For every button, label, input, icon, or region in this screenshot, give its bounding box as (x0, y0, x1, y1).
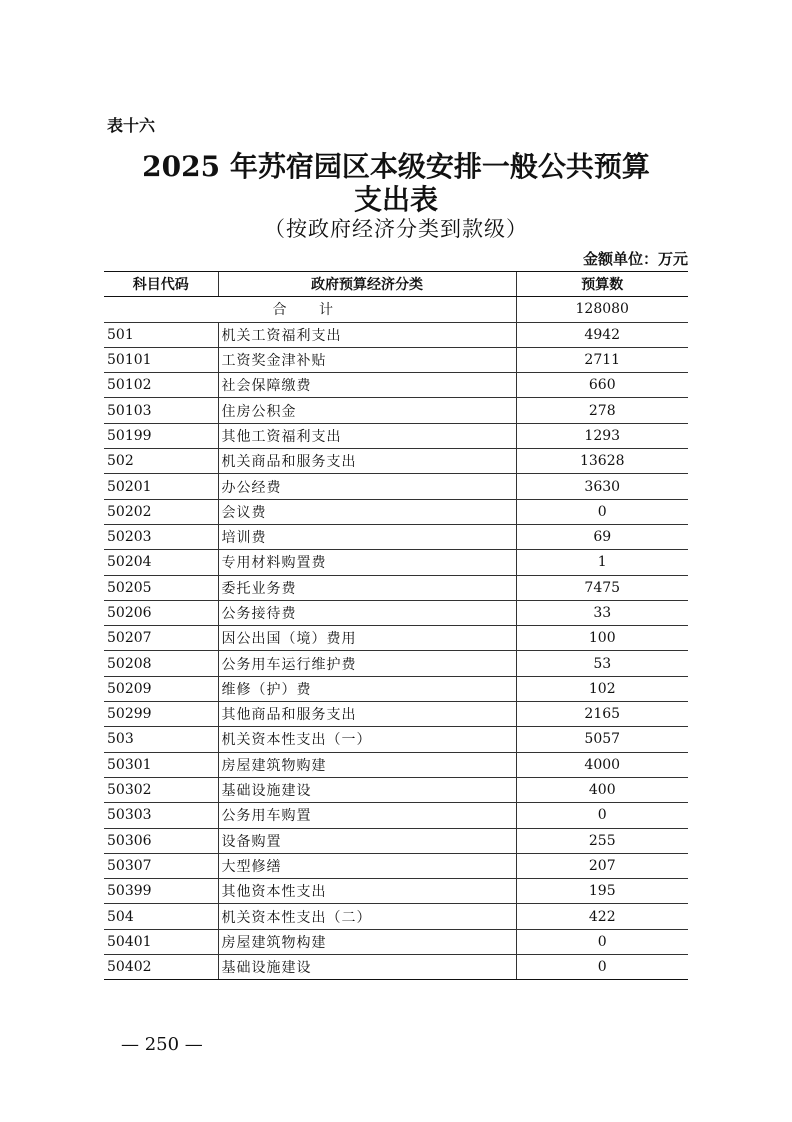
row-code: 50101 (104, 347, 218, 372)
row-category: 会议费 (218, 499, 516, 524)
page-title: 2025 年苏宿园区本级安排一般公共预算 (142, 150, 650, 183)
row-category: 其他商品和服务支出 (218, 702, 516, 727)
row-category: 因公出国（境）费用 (218, 626, 516, 651)
table-row (104, 853, 688, 878)
table-row (104, 347, 688, 372)
row-amount: 3630 (516, 474, 688, 499)
table-row (104, 676, 688, 701)
row-code: 50209 (104, 676, 218, 701)
table-header-row (104, 272, 688, 297)
total-row (104, 297, 688, 322)
row-code: 50306 (104, 828, 218, 853)
row-amount: 100 (516, 626, 688, 651)
page-title-line2: 支出表 (353, 183, 438, 216)
row-amount: 195 (516, 879, 688, 904)
row-amount: 1 (516, 550, 688, 575)
row-amount: 69 (516, 524, 688, 549)
row-code: 50401 (104, 929, 218, 954)
row-code: 50102 (104, 373, 218, 398)
row-code: 50299 (104, 702, 218, 727)
row-code: 50399 (104, 879, 218, 904)
total-label: 合 计 (104, 297, 516, 322)
row-category: 机关资本性支出（二） (218, 904, 516, 929)
row-code: 503 (104, 727, 218, 752)
row-category: 公务用车购置 (218, 803, 516, 828)
row-amount: 53 (516, 651, 688, 676)
amount-unit-label: 金额单位：万元 (582, 250, 688, 268)
table-row (104, 727, 688, 752)
row-category: 社会保障缴费 (218, 373, 516, 398)
table-row (104, 600, 688, 625)
row-amount: 4000 (516, 752, 688, 777)
row-amount: 2165 (516, 702, 688, 727)
row-amount: 0 (516, 803, 688, 828)
row-category: 维修（护）费 (218, 676, 516, 701)
row-category: 公务用车运行维护费 (218, 651, 516, 676)
table-row (104, 803, 688, 828)
row-amount: 278 (516, 398, 688, 423)
table-row (104, 398, 688, 423)
row-amount: 400 (516, 777, 688, 802)
row-code: 50307 (104, 853, 218, 878)
table-row (104, 955, 688, 980)
row-category: 大型修缮 (218, 853, 516, 878)
row-code: 50199 (104, 423, 218, 448)
row-category: 公务接待费 (218, 600, 516, 625)
table-row (104, 322, 688, 347)
row-code: 50207 (104, 626, 218, 651)
table-row (104, 904, 688, 929)
table-row (104, 702, 688, 727)
row-amount: 4942 (516, 322, 688, 347)
row-amount: 0 (516, 929, 688, 954)
row-category: 机关工资福利支出 (218, 322, 516, 347)
row-category: 委托业务费 (218, 575, 516, 600)
row-amount: 255 (516, 828, 688, 853)
table-row (104, 879, 688, 904)
row-category: 其他资本性支出 (218, 879, 516, 904)
table-row (104, 474, 688, 499)
row-code: 502 (104, 449, 218, 474)
row-amount: 0 (516, 955, 688, 980)
row-code: 50201 (104, 474, 218, 499)
table-row (104, 373, 688, 398)
row-code: 504 (104, 904, 218, 929)
row-amount: 13628 (516, 449, 688, 474)
row-amount: 660 (516, 373, 688, 398)
table-row (104, 752, 688, 777)
page-subtitle: （按政府经济分类到款级） (264, 217, 528, 241)
table-row (104, 929, 688, 954)
row-code: 50205 (104, 575, 218, 600)
table-row (104, 626, 688, 651)
table-row (104, 423, 688, 448)
row-code: 50203 (104, 524, 218, 549)
row-category: 房屋建筑物购建 (218, 752, 516, 777)
column-header-code: 科目代码 (104, 272, 218, 297)
total-value: 128080 (516, 297, 688, 322)
column-header-category: 政府预算经济分类 (218, 272, 516, 297)
row-code: 50208 (104, 651, 218, 676)
row-category: 房屋建筑物构建 (218, 929, 516, 954)
row-category: 办公经费 (218, 474, 516, 499)
row-category: 机关资本性支出（一） (218, 727, 516, 752)
table-row (104, 651, 688, 676)
row-amount: 33 (516, 600, 688, 625)
row-code: 50103 (104, 398, 218, 423)
table-row (104, 828, 688, 853)
row-code: 50204 (104, 550, 218, 575)
row-category: 基础设施建设 (218, 955, 516, 980)
row-amount: 5057 (516, 727, 688, 752)
row-amount: 0 (516, 499, 688, 524)
table-row (104, 524, 688, 549)
row-code: 50303 (104, 803, 218, 828)
row-code: 50202 (104, 499, 218, 524)
row-category: 工资奖金津补贴 (218, 347, 516, 372)
row-code: 501 (104, 322, 218, 347)
table-row (104, 777, 688, 802)
row-amount: 7475 (516, 575, 688, 600)
row-code: 50302 (104, 777, 218, 802)
row-amount: 422 (516, 904, 688, 929)
row-amount: 2711 (516, 347, 688, 372)
table-row (104, 575, 688, 600)
table-row (104, 499, 688, 524)
row-amount: 1293 (516, 423, 688, 448)
row-category: 培训费 (218, 524, 516, 549)
row-code: 50301 (104, 752, 218, 777)
table-row (104, 449, 688, 474)
column-header-amount: 预算数 (516, 272, 688, 297)
row-category: 机关商品和服务支出 (218, 449, 516, 474)
row-code: 50206 (104, 600, 218, 625)
budget-table (104, 271, 688, 980)
page-number: — 250 — (121, 1034, 203, 1055)
row-category: 专用材料购置费 (218, 550, 516, 575)
row-amount: 102 (516, 676, 688, 701)
table-number: 表十六 (107, 116, 156, 135)
table-row (104, 550, 688, 575)
row-amount: 207 (516, 853, 688, 878)
row-category: 设备购置 (218, 828, 516, 853)
row-category: 基础设施建设 (218, 777, 516, 802)
row-category: 住房公积金 (218, 398, 516, 423)
row-category: 其他工资福利支出 (218, 423, 516, 448)
row-code: 50402 (104, 955, 218, 980)
